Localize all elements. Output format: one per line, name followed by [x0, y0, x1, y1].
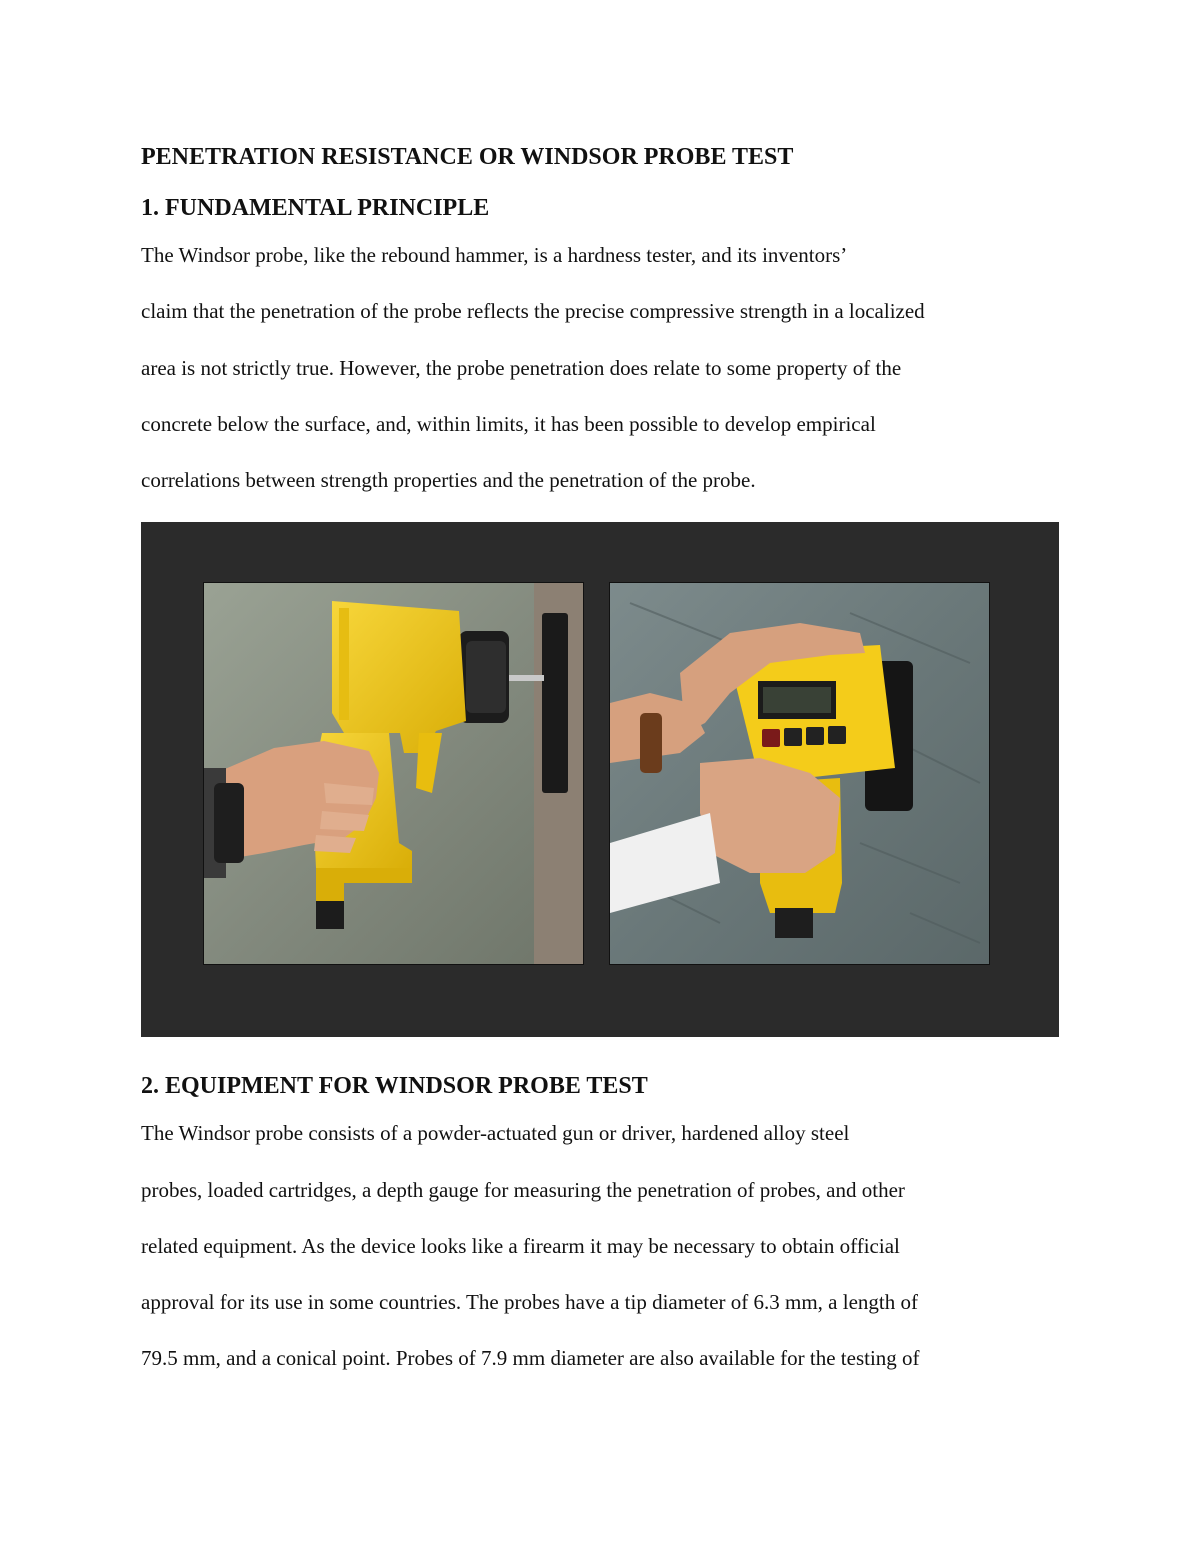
section-1-heading: 1. FUNDAMENTAL PRINCIPLE: [141, 195, 490, 221]
page-title: PENETRATION RESISTANCE OR WINDSOR PROBE TEST: [141, 144, 794, 170]
section-2-line: related equipment. As the device looks like a firearm it may be necessary to obtain official: [141, 1234, 900, 1258]
equipment-figure: [141, 522, 1059, 1037]
windsor-probe-gun-photo: [203, 582, 584, 965]
section-1-line: concrete below the surface, and, within limits, it has been possible to develop empirical: [141, 412, 876, 436]
digital-probe-device-photo: [609, 582, 990, 965]
section-1-line: area is not strictly true. However, the probe penetration does relate to some property of the: [141, 356, 902, 380]
section-1-line: correlations between strength properties and the penetration of the probe.: [141, 468, 756, 492]
section-1-line: claim that the penetration of the probe reflects the precise compressive strength in a localized: [141, 299, 925, 323]
section-2-line: approval for its use in some countries. The probes have a tip diameter of 6.3 mm, a length of: [141, 1290, 918, 1314]
section-2-line: The Windsor probe consists of a powder-actuated gun or driver, hardened alloy steel: [141, 1121, 850, 1145]
section-1-line: The Windsor probe, like the rebound hammer, is a hardness tester, and its inventors’: [141, 243, 848, 267]
section-2-line: probes, loaded cartridges, a depth gauge for measuring the penetration of probes, and other: [141, 1178, 905, 1202]
section-2-line: 79.5 mm, and a conical point. Probes of 7.9 mm diameter are also available for the testing of: [141, 1346, 920, 1370]
section-2-heading: 2. EQUIPMENT FOR WINDSOR PROBE TEST: [141, 1073, 648, 1099]
